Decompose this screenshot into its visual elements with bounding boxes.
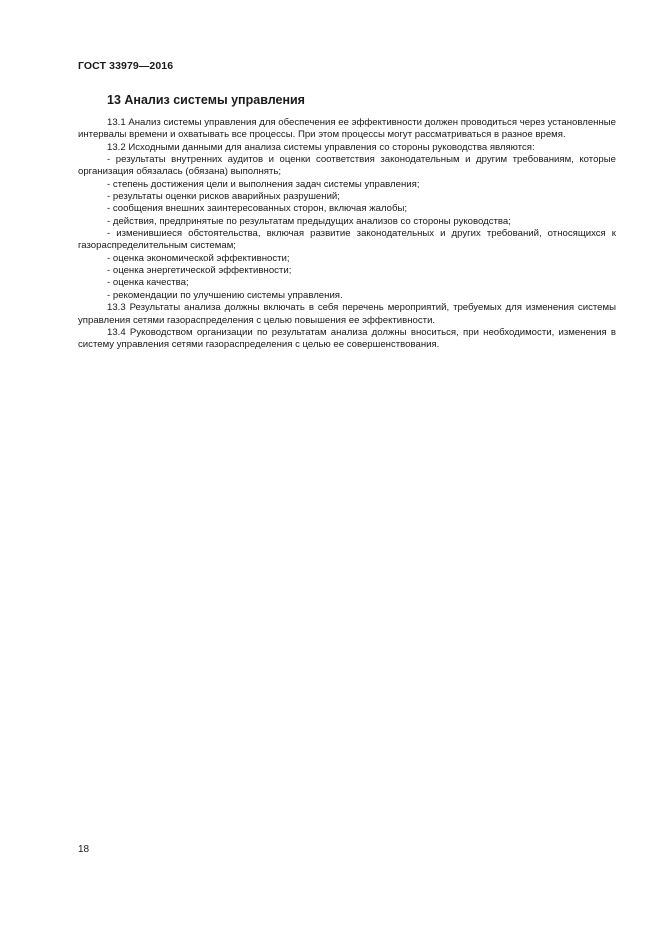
paragraph-13-2: 13.2 Исходными данными для анализа системы управления со стороны руководства являются:	[107, 141, 535, 153]
standard-designation: ГОСТ 33979—2016	[78, 60, 174, 72]
section-body	[78, 117, 616, 352]
section-title: 13 Анализ системы управления	[107, 93, 305, 107]
list-item: - действия, предпринятые по результатам предыдущих анализов со стороны руководства;	[107, 215, 511, 227]
paragraph-13-4: 13.4 Руководством организации по результатам анализа должны вноситься, при необходимости, изменения в систему управления сетями газораспределения с целью ее совершенствования.	[78, 326, 616, 351]
list-item: - оценка качества;	[107, 277, 189, 289]
paragraph-13-3: 13.3 Результаты анализа должны включать в себя перечень мероприятий, требуемых для изменения системы управления сетями газораспределения с целью повышения ее эффективности.	[78, 302, 616, 326]
list-item: - результаты внутренних аудитов и оценки соответствия законодательным и другим требованиям, которые организация обязалась (обязана) выполнять;	[78, 154, 616, 178]
list-item: - оценка энергетической эффективности;	[107, 265, 292, 277]
list-item: - рекомендации по улучшению системы управления.	[107, 289, 343, 301]
list-item: - результаты оценки рисков аварийных разрушений;	[107, 191, 340, 203]
list-item: - степень достижения цели и выполнения задач системы управления;	[107, 178, 420, 190]
list-item: - оценка экономической эффективности;	[107, 252, 290, 264]
list-item: - изменившиеся обстоятельства, включая развитие законодательных и других требований, относящихся к газораспределительным системам;	[78, 228, 616, 252]
page-number: 18	[78, 844, 90, 855]
paragraph-13-1: 13.1 Анализ системы управления для обеспечения ее эффективности должен проводиться через установленные интервалы времени и охватывать все процессы. При этом процессы могут рассматриваться в разное время.	[78, 117, 616, 141]
list-item: - сообщения внешних заинтересованных сторон, включая жалобы;	[107, 203, 408, 215]
